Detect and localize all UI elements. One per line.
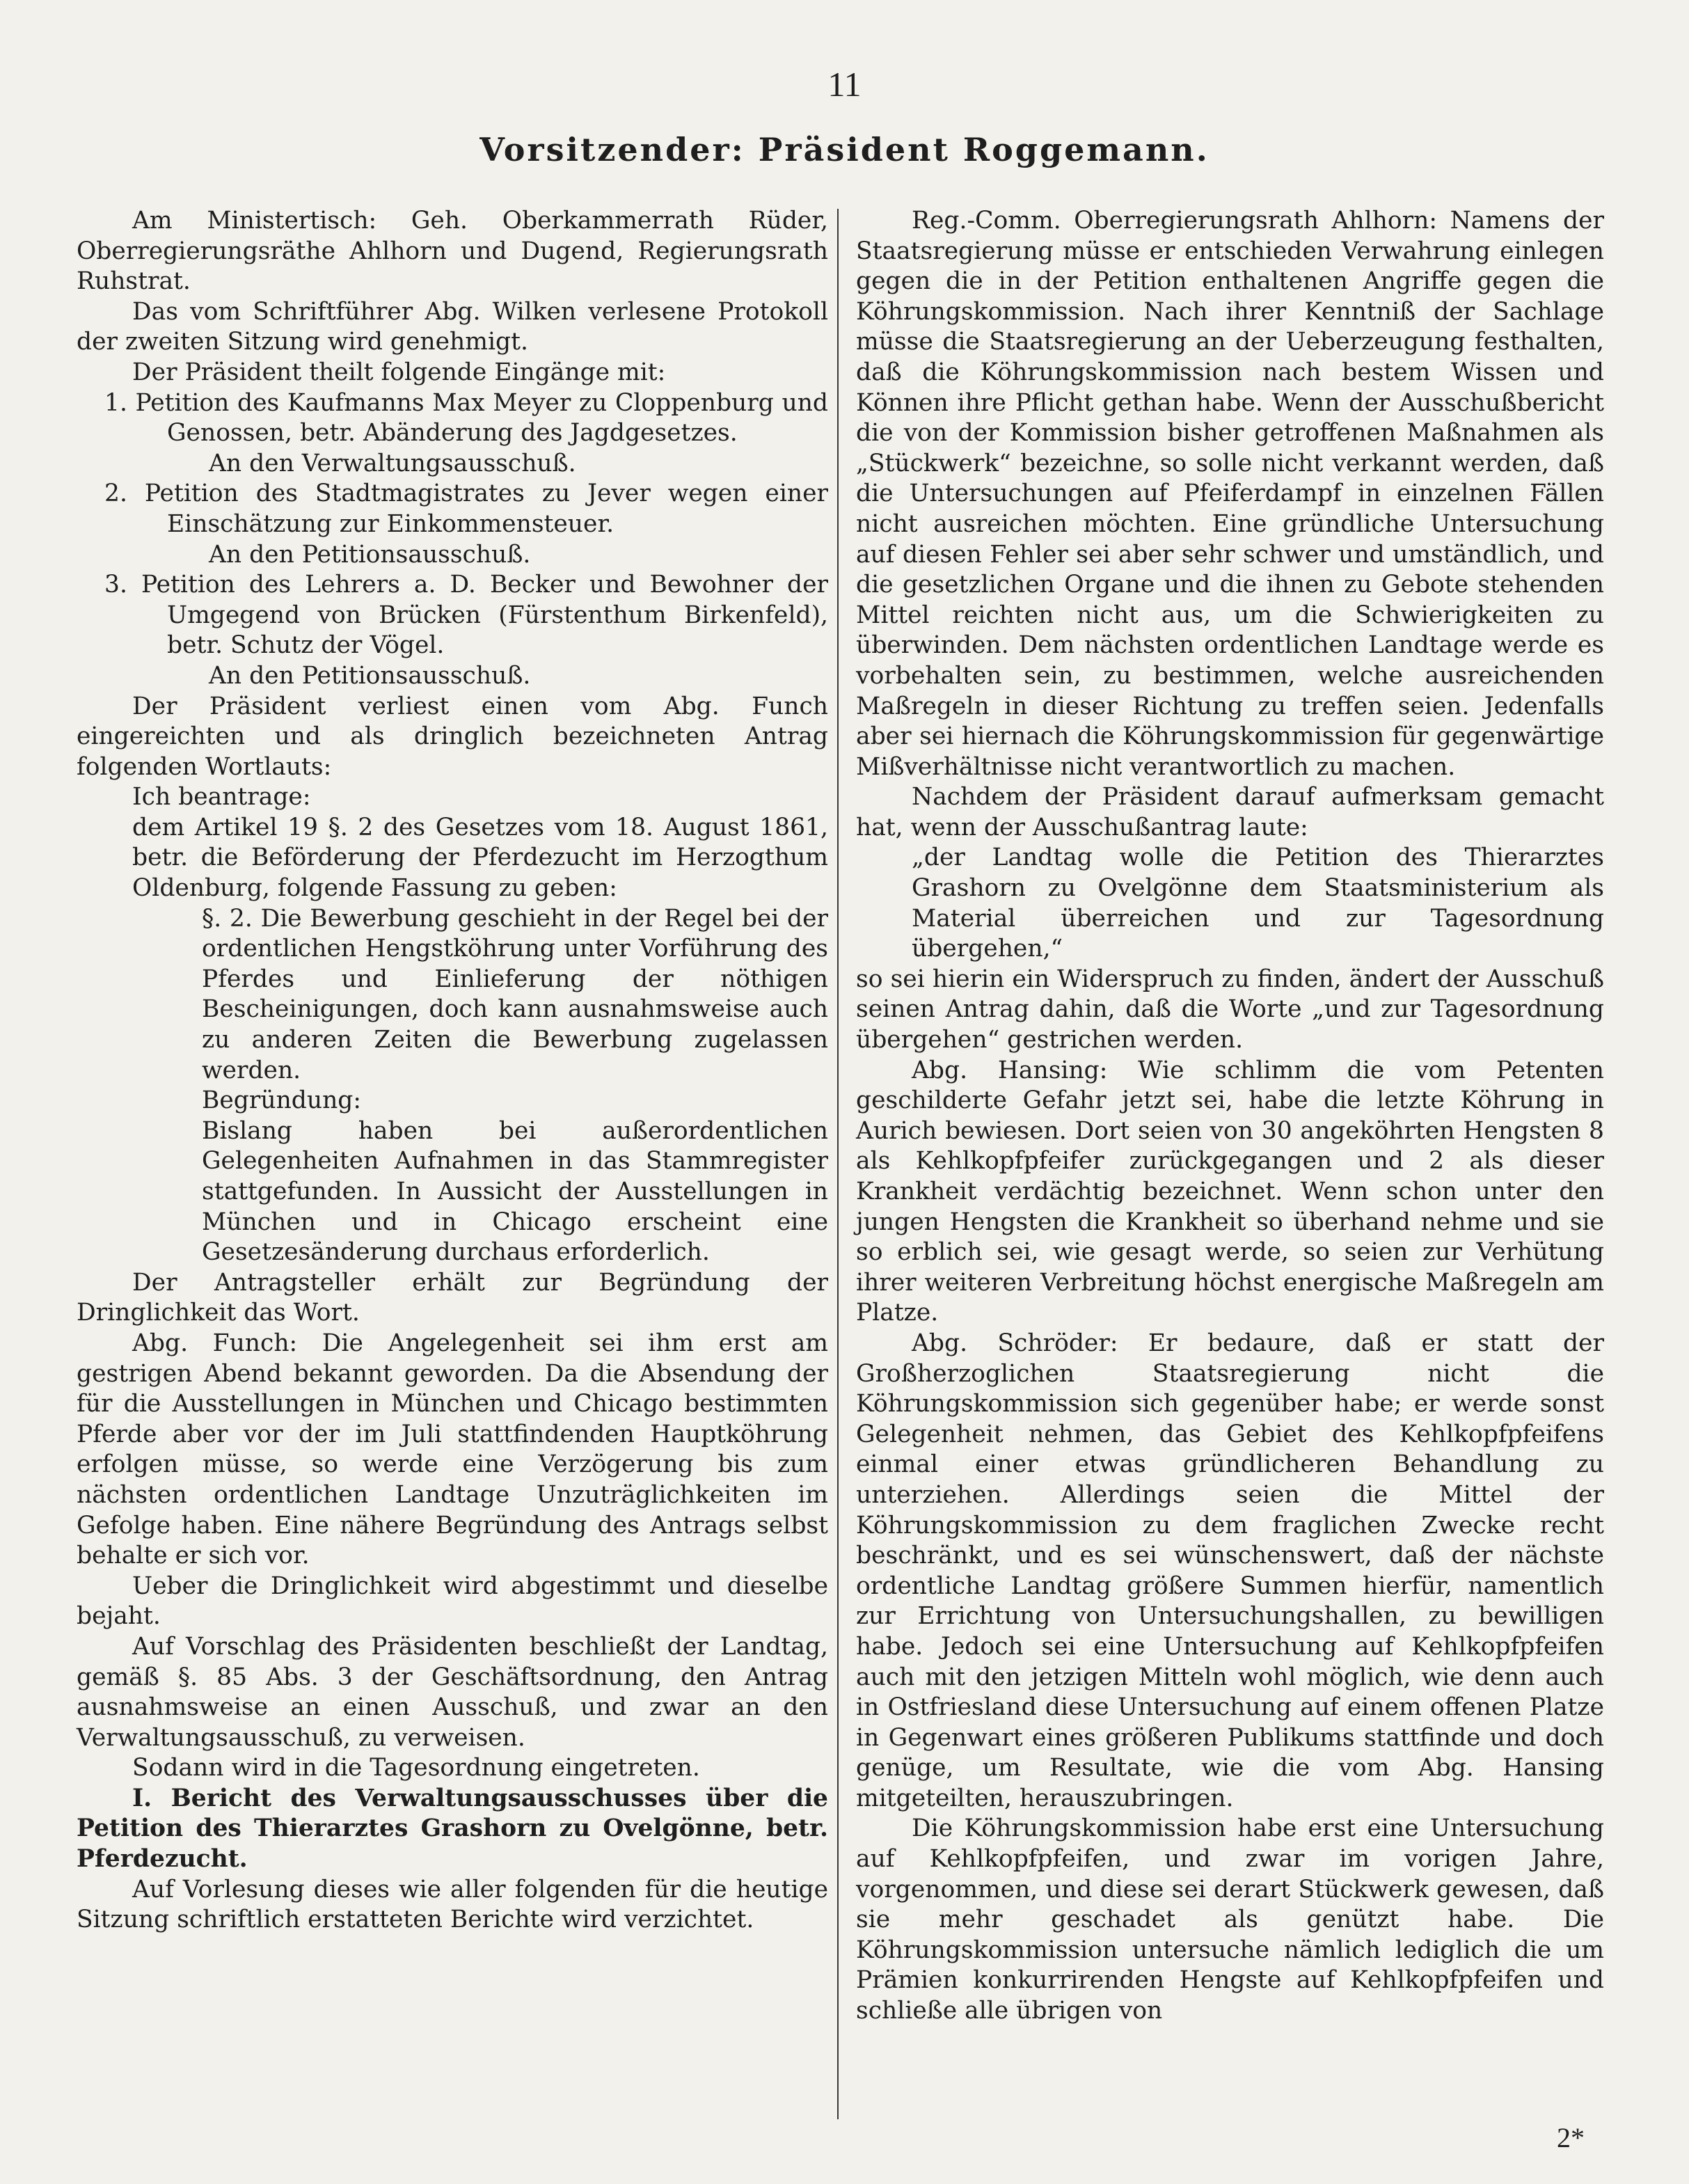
right-paragraph: Nachdem der Präsident darauf aufmerksam gemacht hat, wenn der Ausschußantrag laute: [856, 783, 1604, 841]
left-paragraph: Der Präsident theilt folgende Eingänge mit: [132, 358, 666, 386]
left-paragraph: Der Antragsteller erhält zur Begründung der Dringlichkeit das Wort. [77, 1268, 828, 1327]
left-column [77, 206, 828, 1936]
left-paragraph: I. Bericht des Verwaltungsausschusses über die Petition des Thierarztes Grashorn zu Ovelgönne, betr. Pferdezucht. [77, 1784, 828, 1874]
column-divider [837, 209, 839, 2119]
left-paragraph: 1. Petition des Kaufmanns Max Meyer zu Cloppenburg und Genossen, betr. Abänderung des Jagdgesetzes. [104, 388, 828, 448]
left-paragraph: Am Ministertisch: Geh. Oberkammerrath Rüder, Oberregierungsräthe Ahlhorn und Dugend, Regierungsrath Ruhstrat. [77, 207, 828, 296]
left-paragraph: 3. Petition des Lehrers a. D. Becker und Bewohner der Umgegend von Brücken (Fürstenthum Birkenfeld), betr. Schutz der Vögel. [104, 571, 828, 660]
right-paragraph: so sei hierin ein Widerspruch zu finden, ändert der Ausschuß seinen Antrag dahin, daß die Worte „und zur Tagesordnung übergehen“ gestrichen werden. [856, 965, 1604, 1054]
left-paragraph: Bislang haben bei außerordentlichen Gelegenheiten Aufnahmen in das Stammregister stattgefunden. In Aussicht der Ausstellungen in München und in Chicago erscheint eine Gesetzesänderung durchaus erforderlich. [202, 1116, 828, 1267]
left-paragraph: 2. Petition des Stadtmagistrates zu Jever wegen einer Einschätzung zur Einkommensteuer. [104, 480, 828, 538]
right-column [856, 206, 1604, 2027]
left-paragraph: Begründung: [202, 1086, 362, 1115]
left-paragraph: Der Präsident verliest einen vom Abg. Funch eingereichten und als dringlich bezeichneten Antrag folgenden Wortlauts: [77, 692, 828, 781]
left-paragraph: Sodann wird in die Tagesordnung eingetreten. [132, 1754, 700, 1782]
page-heading: Vorsitzender: Präsident Roggemann. [479, 131, 1210, 168]
left-paragraph: §. 2. Die Bewerbung geschieht in der Regel bei der ordentlichen Hengstköhrung unter Vorführung des Pferdes und Einlieferung der nöthigen Bescheinigungen, doch kann ausnahmsweise auch zu anderen Zeiten die Bewerbung zugelassen werden. [202, 904, 828, 1084]
left-paragraph: Ich beantrage: [132, 783, 311, 812]
right-paragraph: Die Köhrungskommission habe erst eine Untersuchung auf Kehlkopfpfeifen, und zwar im vorigen Jahre, vorgenommen, und diese sei derart Stückwerk gewesen, daß sie mehr geschadet als genützt habe. Die Köhrungskommission untersuche nämlich lediglich die um Prämien konkurrirenden Hengste auf Kehlkopfpfeifen und schließe alle übrigen von [856, 1814, 1604, 2025]
left-paragraph: An den Petitionsausschuß. [209, 661, 531, 690]
left-paragraph: dem Artikel 19 §. 2 des Gesetzes vom 18. August 1861, betr. die Beförderung der Pferdezucht im Herzogthum Oldenburg, folgende Fassung zu geben: [132, 813, 828, 903]
right-paragraph: Reg.-Comm. Oberregierungsrath Ahlhorn: Namens der Staatsregierung müsse er entschieden Verwahrung einlegen gegen die in der Petition enthaltenen Angriffe gegen die Köhrungskommission. Nach ihrer Kenntniß der Sachlage müsse die Staatsregierung an der Ueberzeugung festhalten, daß die Köhrungskommission nach bestem Wissen und Können ihre Pflicht gethan habe. Wenn der Ausschußbericht die von der Kommission bisher getroffenen Maßnahmen als „Stückwerk“ bezeichne, so solle nicht verkannt werden, daß die Untersuchungen auf Pfeiferdampf in einzelnen Fällen nicht ausreichen möchten. Eine gründliche Untersuchung auf diesen Fehler sei aber sehr schwer und umständlich, und die gesetzlichen Organe und die ihnen zu Gebote stehenden Mittel reichten nicht aus, um die Schwierigkeiten zu überwinden. Dem nächsten ordentlichen Landtage werde es vorbehalten sein, zu bestimmen, welche ausreichenden Maßregeln in dieser Richtung zu treffen seien. Jedenfalls aber sei hiernach die Köhrungskommission für gegenwärtige Mißverhältnisse nicht verantwortlich zu machen. [856, 207, 1604, 781]
left-paragraph: Ueber die Dringlichkeit wird abgestimmt und dieselbe bejaht. [77, 1572, 828, 1631]
left-paragraph: Abg. Funch: Die Angelegenheit sei ihm erst am gestrigen Abend bekannt geworden. Da die Absendung der für die Ausstellungen in München und Chicago bestimmten Pferde aber vor der im Juli stattfindenden Hauptköhrung erfolgen müsse, so werde eine Verzögerung bis zum nächsten ordentlichen Landtage Unzuträglichkeiten im Gefolge haben. Eine nähere Begründung des Antrags selbst behalte er sich vor. [77, 1329, 828, 1570]
right-paragraph: Abg. Schröder: Er bedaure, daß er statt der Großherzoglichen Staatsregierung nicht die Köhrungskommission sich gegenüber habe; er werde sonst Gelegenheit nehmen, das Gebiet des Kehlkopfpfeifens einmal einer etwas gründlicheren Behandlung zu unterziehen. Allerdings seien die Mittel der Köhrungskommission zu dem fraglichen Zwecke recht beschränkt, und es sei wünschenswert, daß der nächste ordentliche Landtag größere Summen hierfür, namentlich zur Errichtung von Untersuchungshallen, zu bewilligen habe. Jedoch sei eine Untersuchung auf Kehlkopfpfeifen auch mit den jetzigen Mitteln wohl möglich, wie denn auch in Ostfriesland diese Untersuchung auf einem offenen Platze in Gegenwart eines größeren Publikums stattfinde und doch genüge, um Resultate, wie die vom Abg. Hansing mitgeteilten, herauszubringen. [856, 1329, 1604, 1812]
left-paragraph: An den Petitionsausschuß. [209, 540, 531, 569]
left-paragraph: Auf Vorlesung dieses wie aller folgenden für die heutige Sitzung schriftlich erstatteten Berichte wird verzichtet. [77, 1875, 828, 1934]
left-paragraph: Auf Vorschlag des Präsidenten beschließt der Landtag, gemäß §. 85 Abs. 3 der Geschäftsordnung, den Antrag ausnahmsweise an einen Ausschuß, und zwar an den Verwaltungsausschuß, zu verweisen. [77, 1632, 828, 1752]
right-paragraph: „der Landtag wolle die Petition des Thierarztes Grashorn zu Ovelgönne dem Staatsministerium als Material überreichen und zur Tagesordnung übergehen,“ [912, 844, 1604, 963]
left-paragraph: An den Verwaltungsausschuß. [209, 449, 576, 477]
signature-mark: 2* [1557, 2122, 1585, 2153]
left-paragraph: Das vom Schriftführer Abg. Wilken verlesene Protokoll der zweiten Sitzung wird genehmigt. [77, 297, 828, 356]
right-paragraph: Abg. Hansing: Wie schlimm die vom Petenten geschilderte Gefahr jetzt sei, habe die letzte Köhrung in Aurich bewiesen. Dort seien von 30 angeköhrten Hengsten 8 als Kehlkopfpfeifer zurückgegangen und 2 als dieser Krankheit verdächtig bezeichnet. Wenn schon unter den jungen Hengsten die Krankheit so überhand nehme und sie so erblich sei, wie gesagt werde, so seien zur Verhütung ihrer weiteren Verbreitung höchst energische Maßregeln am Platze. [856, 1056, 1604, 1327]
page-number: 11 [827, 65, 862, 104]
